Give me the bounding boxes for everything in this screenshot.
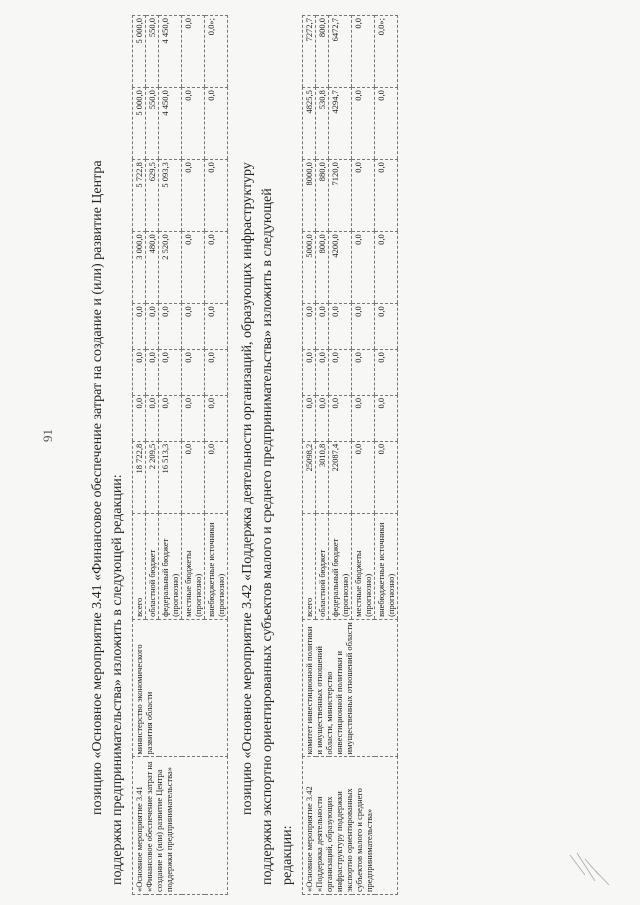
value-cell: 0,0 (182, 395, 205, 441)
source-cell: всего (303, 513, 316, 619)
table-row (303, 16, 316, 895)
value-cell: 0,0 (352, 304, 375, 350)
paragraph-line: позицию «Основное мероприятие 3.41 «Финансовое обеспечение затрат на создание и (или) развитие Центра (90, 160, 105, 815)
value-cell: 0,0 (182, 441, 205, 513)
value-cell: 0,0 (182, 88, 205, 160)
value-cell: 0,0 (205, 88, 228, 160)
value-cell: 5 722,8 (133, 160, 146, 232)
value-cell: 0,0 (375, 88, 398, 160)
value-cell: 0,0 (146, 350, 159, 396)
value-cell: 22087,4 (329, 441, 352, 513)
value-cell: 0,0 (159, 395, 182, 441)
paragraph-line: позицию «Основное мероприятие 3.42 «Поддержка деятельности организаций, образующих инфраструктуру (240, 162, 255, 815)
rotated-page-content (88, 15, 640, 895)
value-cell: 25098,2 (303, 441, 316, 513)
source-cell: всего (133, 513, 146, 619)
value-cell: 629,5 (146, 160, 159, 232)
value-cell: 18 722,8 (133, 441, 146, 513)
executor-cell: комитет инвестиционной политики и имущественных отношений области, министерство инвестиционной политики и имущественных отношений области (303, 619, 398, 757)
value-cell: 4 450,0 (159, 88, 182, 160)
value-cell: 0,0 (329, 395, 352, 441)
source-cell: внебюджетные источники (прогнозно) (375, 513, 398, 619)
value-cell: 0,0 (352, 395, 375, 441)
source-cell: местные бюджеты (прогнозно) (182, 513, 205, 619)
value-cell: 0,0»; (205, 16, 228, 88)
value-cell: 0,0 (352, 232, 375, 304)
value-cell: 0,0 (182, 160, 205, 232)
value-cell: 880,0 (316, 160, 329, 232)
value-cell: 0,0 (182, 350, 205, 396)
value-cell: 0,0 (316, 304, 329, 350)
value-cell: 0,0 (375, 160, 398, 232)
value-cell: 0,0 (303, 350, 316, 396)
value-cell: 0,0 (146, 395, 159, 441)
value-cell: 800,0 (316, 232, 329, 304)
paragraph-measure-3-42 (238, 15, 298, 895)
value-cell: 3 000,0 (133, 232, 146, 304)
executor-cell: министерство экономического развития области (133, 619, 228, 757)
value-cell: 2 520,0 (159, 232, 182, 304)
value-cell: 3010,8 (316, 441, 329, 513)
value-cell: 7272,7 (303, 16, 316, 88)
value-cell: 0,0 (182, 232, 205, 304)
measure-name-cell: «Основное мероприятие 3.41 «Финансовое обеспечение затрат на создание и (или) развитие Центра поддержки предпринимательства» (133, 757, 228, 895)
value-cell: 4294,7 (329, 88, 352, 160)
value-cell: 0,0 (375, 441, 398, 513)
value-cell: 5000,0 (303, 232, 316, 304)
table-measure-3-42 (302, 15, 398, 895)
value-cell: 800,0 (316, 16, 329, 88)
value-cell: 0,0 (205, 441, 228, 513)
value-cell: 0,0 (352, 16, 375, 88)
value-cell: 0,0 (205, 160, 228, 232)
value-cell: 0,0 (303, 304, 316, 350)
paragraph-line: редакции: (280, 825, 295, 885)
value-cell: 0,0 (205, 304, 228, 350)
value-cell: 0,0 (205, 395, 228, 441)
value-cell: 480,0 (146, 232, 159, 304)
value-cell: 0,0 (303, 395, 316, 441)
value-cell: 0,0 (133, 395, 146, 441)
value-cell: 0,0 (352, 160, 375, 232)
paragraph-line: поддержки экспортно ориентированных субъектов малого и среднего предпринимательства» изложить в следующей (260, 188, 275, 885)
value-cell: 0,0 (146, 304, 159, 350)
value-cell: 0,0 (352, 441, 375, 513)
value-cell: 0,0 (375, 304, 398, 350)
value-cell: 5 000,0 (133, 16, 146, 88)
value-cell: 6472,7 (329, 16, 352, 88)
value-cell: 7120,0 (329, 160, 352, 232)
source-cell: областной бюджет (146, 513, 159, 619)
value-cell: 530,8 (316, 88, 329, 160)
table-measure-3-41 (132, 15, 228, 895)
value-cell: 5 000,0 (133, 88, 146, 160)
source-cell: областной бюджет (316, 513, 329, 619)
value-cell: 0,0 (205, 350, 228, 396)
value-cell: 0,0 (329, 304, 352, 350)
value-cell: 0,0 (352, 88, 375, 160)
table-row (133, 16, 146, 895)
value-cell: 5 093,3 (159, 160, 182, 232)
scan-mark (565, 845, 625, 895)
value-cell: 0,0 (352, 350, 375, 396)
value-cell: 0,0 (159, 350, 182, 396)
page-number: 91 (40, 429, 55, 442)
value-cell: 0,0 (205, 232, 228, 304)
source-cell: федеральный бюджет (прогнозно) (329, 513, 352, 619)
value-cell: 2 209,5 (146, 441, 159, 513)
value-cell: 0,0 (316, 395, 329, 441)
value-cell: 550,0 (146, 88, 159, 160)
value-cell: 16 513,3 (159, 441, 182, 513)
value-cell: 0,0 (133, 304, 146, 350)
value-cell: 0,0 (329, 350, 352, 396)
value-cell: 0,0 (375, 232, 398, 304)
value-cell: 0,0 (375, 395, 398, 441)
value-cell: 8000,0 (303, 160, 316, 232)
source-cell: местные бюджеты (прогнозно) (352, 513, 375, 619)
value-cell: 0,0 (316, 350, 329, 396)
source-cell: федеральный бюджет (прогнозно) (159, 513, 182, 619)
value-cell: 4200,0 (329, 232, 352, 304)
source-cell: внебюджетные источники (прогнозно) (205, 513, 228, 619)
paragraph-line: поддержки предпринимательства» изложить в следующей редакции: (110, 474, 125, 885)
value-cell: 0,0»; (375, 16, 398, 88)
value-cell: 0,0 (159, 304, 182, 350)
paragraph-measure-3-41 (88, 15, 128, 895)
value-cell: 550,0 (146, 16, 159, 88)
value-cell: 0,0 (133, 350, 146, 396)
value-cell: 4 450,0 (159, 16, 182, 88)
value-cell: 0,0 (182, 304, 205, 350)
value-cell: 4825,5 (303, 88, 316, 160)
value-cell: 0,0 (375, 350, 398, 396)
value-cell: 0,0 (182, 16, 205, 88)
measure-name-cell: «Основное мероприятие 3.42 «Поддержка деятельности организаций, образующих инфраструктуру поддержки экспортно ориентированных субъектов малого и среднего предпринимательства» (303, 757, 398, 895)
